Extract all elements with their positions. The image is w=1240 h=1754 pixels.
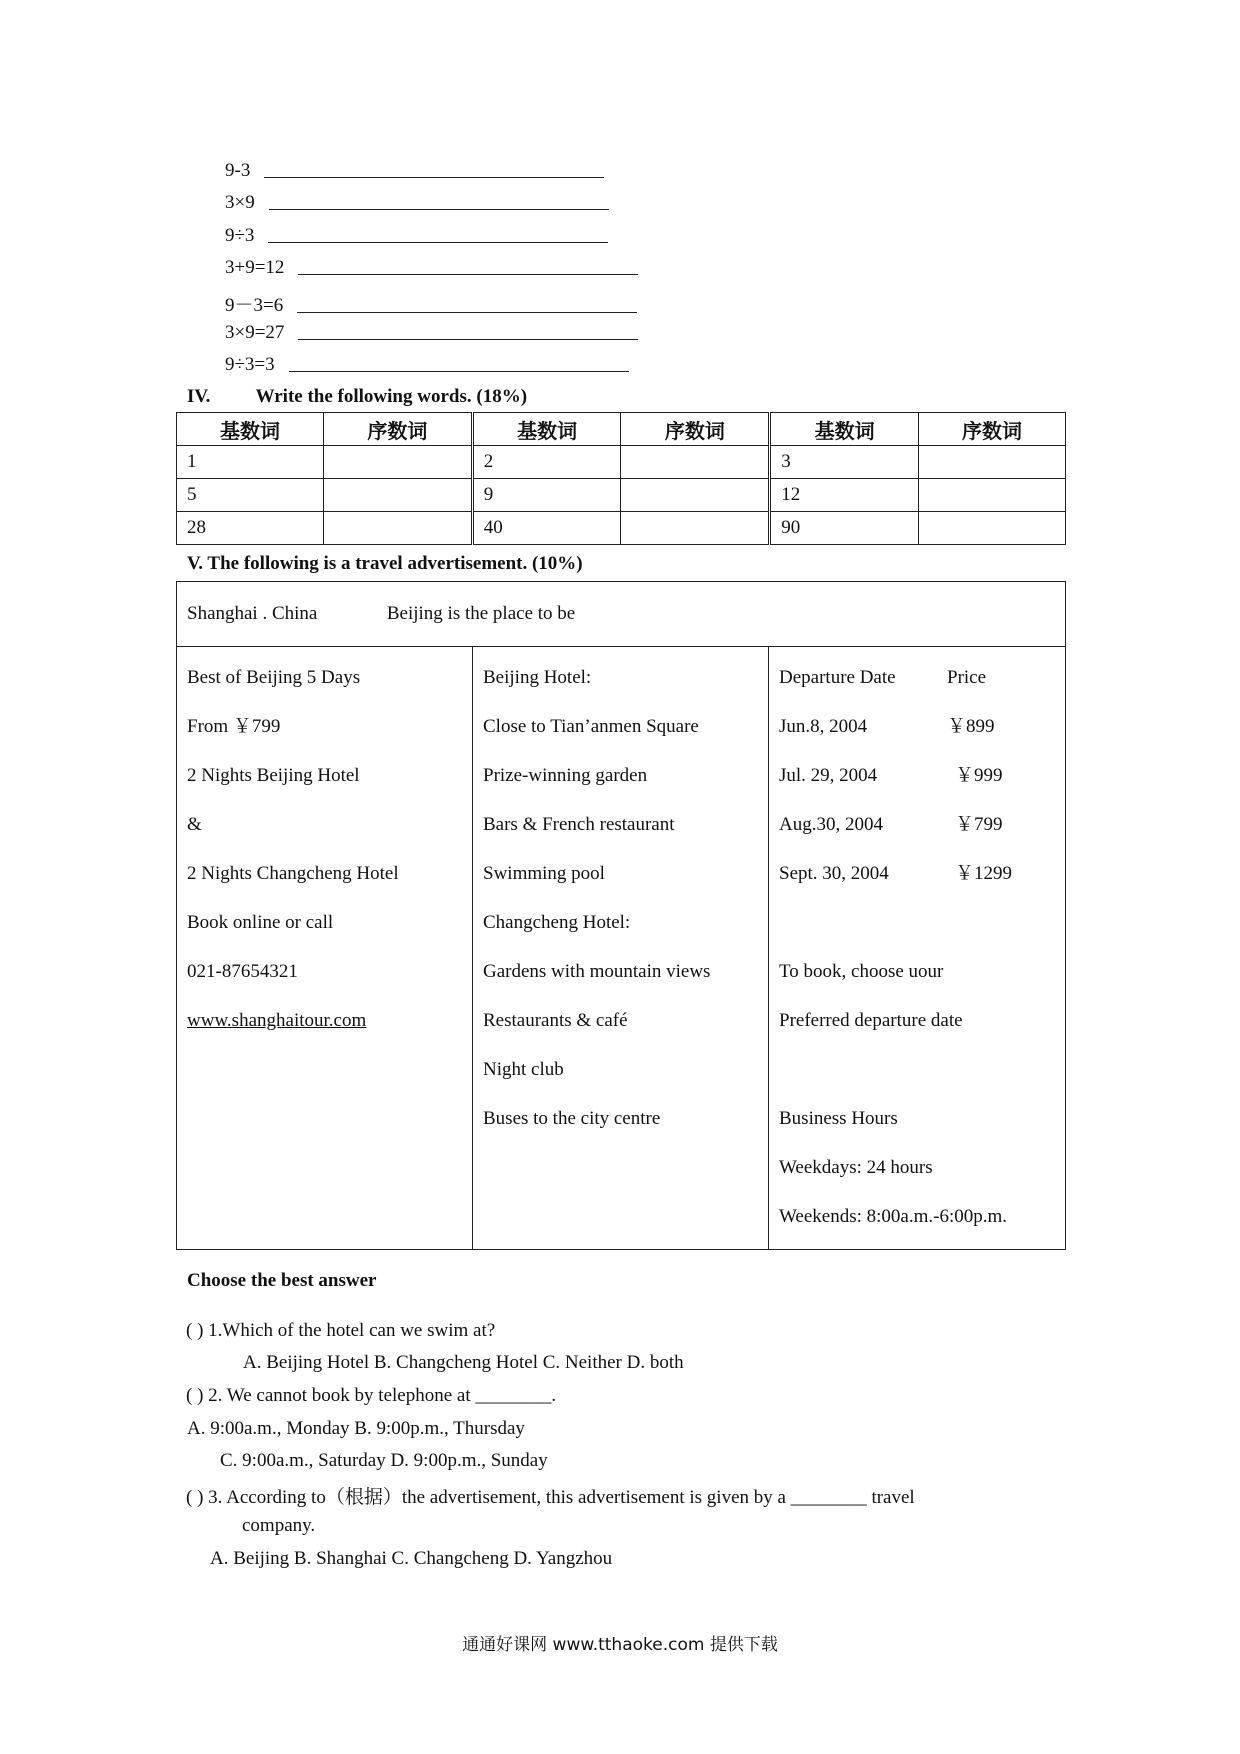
ad-column-tour xyxy=(177,647,473,1250)
ad-header xyxy=(177,582,1066,647)
header-cardinal: 基数词 xyxy=(770,413,919,446)
section-4-title: Write the following words. (18%) xyxy=(255,386,528,407)
ordinal-answer-cell[interactable] xyxy=(323,479,472,512)
answer-blank[interactable] xyxy=(298,338,638,340)
answer-blank[interactable] xyxy=(297,311,637,313)
cardinal-cell: 2 xyxy=(472,446,621,479)
equation-line xyxy=(225,192,609,214)
ad-column-hotels xyxy=(473,647,769,1250)
hotel-feature: Bars & French restaurant xyxy=(483,814,675,835)
date-header: Departure Date xyxy=(779,667,896,688)
answer-blank[interactable] xyxy=(269,208,609,210)
tour-detail: & xyxy=(187,814,202,835)
tour-price: From ￥799 xyxy=(187,716,281,737)
equation-line xyxy=(225,160,604,182)
business-hours: Weekends: 8:00a.m.-6:00p.m. xyxy=(779,1206,1008,1227)
departure-row xyxy=(779,751,1055,800)
booking-note: To book, choose uour xyxy=(779,961,944,982)
cardinal-cell: 5 xyxy=(177,479,324,512)
equation-line xyxy=(225,354,629,376)
number-words-table xyxy=(176,412,1066,545)
booking-note: Preferred departure date xyxy=(779,1010,963,1031)
question-2-options: A. 9:00a.m., Monday B. 9:00p.m., Thursday xyxy=(187,1418,525,1439)
ordinal-answer-cell[interactable] xyxy=(323,446,472,479)
tour-title: Best of Beijing 5 Days xyxy=(187,667,361,688)
ad-location: Shanghai . China xyxy=(187,603,318,624)
header-ordinal: 序数词 xyxy=(919,413,1066,446)
question-2: ( ) 2. We cannot book by telephone at ________. xyxy=(186,1385,557,1406)
cardinal-cell: 90 xyxy=(770,512,919,545)
hotel-feature: Prize-winning garden xyxy=(483,765,648,786)
price-header: Price xyxy=(947,667,987,688)
ordinal-answer-cell[interactable] xyxy=(919,479,1066,512)
cardinal-cell: 9 xyxy=(472,479,621,512)
question-3-continued: company. xyxy=(242,1515,316,1536)
section-4-heading xyxy=(187,386,527,408)
equation-line xyxy=(225,225,608,247)
equation-text: 9÷3 xyxy=(225,225,255,246)
equation-text: 3+9=12 xyxy=(225,257,285,278)
ordinal-answer-cell[interactable] xyxy=(919,512,1066,545)
ad-slogan: Beijing is the place to be xyxy=(386,603,576,624)
answer-blank[interactable] xyxy=(268,241,608,243)
cardinal-cell: 12 xyxy=(770,479,919,512)
ad-column-dates xyxy=(769,647,1066,1250)
website-link[interactable]: www.shanghaitour.com xyxy=(187,1010,367,1031)
departure-row xyxy=(779,800,1055,849)
cardinal-cell: 40 xyxy=(472,512,621,545)
hotel-feature: Close to Tian’anmen Square xyxy=(483,716,699,737)
ordinal-answer-cell[interactable] xyxy=(621,479,770,512)
price-table-header xyxy=(779,653,1055,702)
departure-price: ￥1299 xyxy=(955,863,1013,884)
question-3-options: A. Beijing B. Shanghai C. Changcheng D. Yangzhou xyxy=(210,1548,613,1569)
tour-detail: 2 Nights Beijing Hotel xyxy=(187,765,360,786)
table-row xyxy=(177,512,1066,545)
hotel-name: Changcheng Hotel: xyxy=(483,912,631,933)
departure-date: Jun.8, 2004 xyxy=(779,716,868,737)
departure-date: Aug.30, 2004 xyxy=(779,814,883,835)
table-row xyxy=(177,446,1066,479)
answer-blank[interactable] xyxy=(289,370,629,372)
equation-line xyxy=(225,290,637,317)
equation-text: 9－3=6 xyxy=(225,295,284,316)
departure-date: Jul. 29, 2004 xyxy=(779,765,878,786)
ordinal-answer-cell[interactable] xyxy=(621,512,770,545)
cardinal-cell: 3 xyxy=(770,446,919,479)
equation-text: 9-3 xyxy=(225,160,251,181)
cardinal-cell: 28 xyxy=(177,512,324,545)
question-1: ( ) 1.Which of the hotel can we swim at? xyxy=(186,1320,496,1341)
answer-blank[interactable] xyxy=(298,273,638,275)
departure-price: ￥999 xyxy=(955,765,1003,786)
ordinal-answer-cell[interactable] xyxy=(621,446,770,479)
hotel-feature: Buses to the city centre xyxy=(483,1108,661,1129)
departure-row xyxy=(779,702,1055,751)
equation-text: 3×9=27 xyxy=(225,322,285,343)
table-header-row xyxy=(177,413,1066,446)
business-hours-title: Business Hours xyxy=(779,1108,898,1129)
departure-price: ￥799 xyxy=(955,814,1003,835)
business-hours: Weekdays: 24 hours xyxy=(779,1157,933,1178)
section-4-number: IV. xyxy=(187,386,211,407)
travel-advertisement xyxy=(176,581,1066,1250)
header-ordinal: 序数词 xyxy=(323,413,472,446)
page-footer: 通通好课网 www.tthaoke.com 提供下载 xyxy=(462,1635,778,1655)
ordinal-answer-cell[interactable] xyxy=(323,512,472,545)
tour-detail: 2 Nights Changcheng Hotel xyxy=(187,863,399,884)
section-5-title: V. The following is a travel advertisement. (10%) xyxy=(187,553,583,574)
cardinal-cell: 1 xyxy=(177,446,324,479)
hotel-feature: Night club xyxy=(483,1059,564,1080)
question-2-options: C. 9:00a.m., Saturday D. 9:00p.m., Sunday xyxy=(220,1450,548,1471)
equation-text: 3×9 xyxy=(225,192,255,213)
question-1-options: A. Beijing Hotel B. Changcheng Hotel C. Neither D. both xyxy=(243,1352,684,1373)
hotel-feature: Swimming pool xyxy=(483,863,605,884)
equation-line xyxy=(225,322,638,344)
hotel-feature: Gardens with mountain views xyxy=(483,961,711,982)
hotel-name: Beijing Hotel: xyxy=(483,667,592,688)
table-row xyxy=(177,479,1066,512)
departure-date: Sept. 30, 2004 xyxy=(779,863,889,884)
header-cardinal: 基数词 xyxy=(177,413,324,446)
question-3: ( ) 3. According to（根据）the advertisement, this advertisement is given by a ________ travel xyxy=(186,1487,915,1508)
header-cardinal: 基数词 xyxy=(472,413,621,446)
header-ordinal: 序数词 xyxy=(621,413,770,446)
booking-info: Book online or call xyxy=(187,912,334,933)
phone-number: 021-87654321 xyxy=(187,961,298,982)
answer-blank[interactable] xyxy=(264,176,604,178)
choose-heading: Choose the best answer xyxy=(187,1270,377,1291)
departure-row xyxy=(779,849,1055,898)
equation-text: 9÷3=3 xyxy=(225,354,275,375)
departure-price: ￥899 xyxy=(947,716,995,737)
hotel-feature: Restaurants & café xyxy=(483,1010,628,1031)
ordinal-answer-cell[interactable] xyxy=(919,446,1066,479)
equation-line xyxy=(225,257,638,279)
